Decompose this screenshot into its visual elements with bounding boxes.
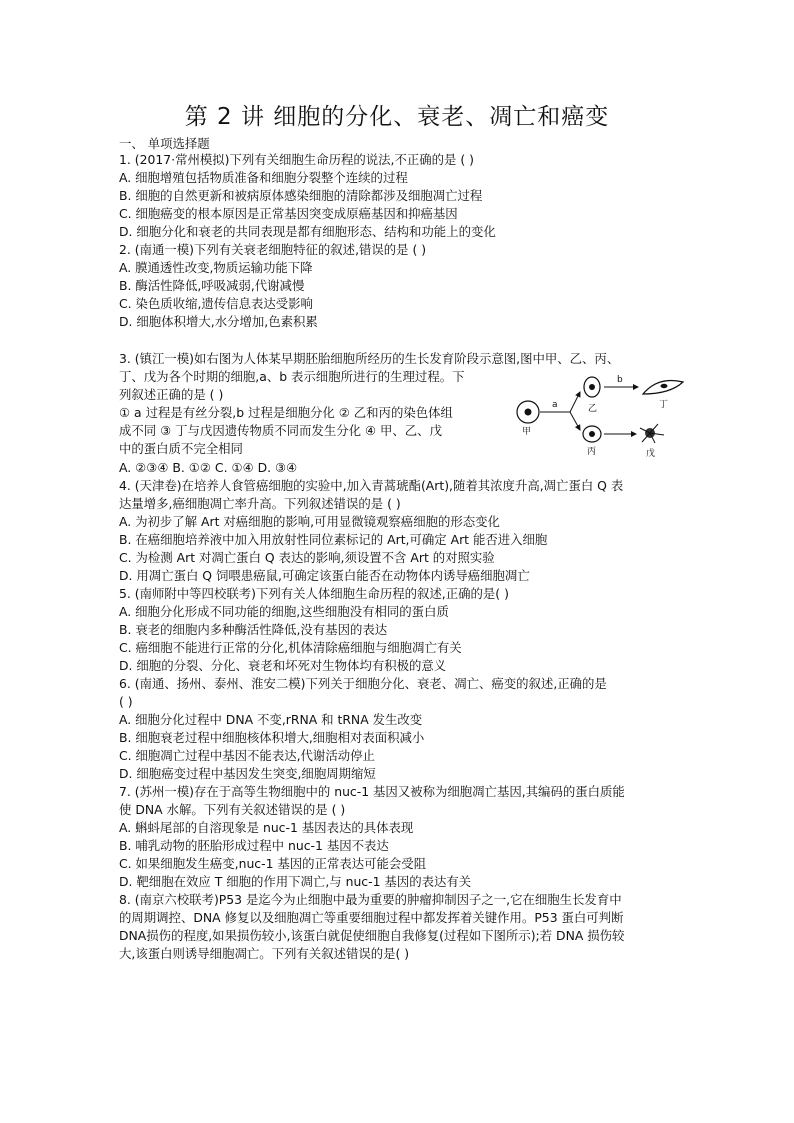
question-8-stem-4: 大,该蛋白则诱导细胞凋亡。下列有关叙述错误的是( )	[119, 946, 410, 961]
label-a: a	[552, 400, 558, 410]
question-1-option-d: D. 细胞分化和衰老的共同表现是都有细胞形态、结构和功能上的变化	[119, 224, 496, 239]
question-6-stem-2: ( )	[119, 694, 133, 709]
question-5-option-d: D. 细胞的分裂、分化、衰老和坏死对生物体均有积极的意义	[119, 658, 447, 673]
cell-wu	[640, 424, 664, 443]
cell-ding	[643, 381, 683, 395]
question-7-stem-2: 使 DNA 水解。下列有关叙述错误的是 ( )	[119, 802, 346, 817]
label-yi: 乙	[588, 404, 598, 414]
label-bing: 丙	[587, 447, 597, 457]
label-b: b	[617, 375, 623, 385]
question-7-option-c: C. 如果细胞发生癌变,nuc-1 基因的正常表达可能会受阻	[119, 856, 427, 871]
question-6-option-a: A. 细胞分化过程中 DNA 不变,rRNA 和 tRNA 发生改变	[119, 712, 423, 727]
question-4-stem-1: 4. (天津卷)在培养人食管癌细胞的实验中,加入青蒿琥酯(Art),随着其浓度升高,凋亡蛋白 Q 表	[119, 478, 624, 493]
question-7-option-a: A. 蝌蚪尾部的自溶现象是 nuc-1 基因表达的具体表现	[119, 820, 414, 835]
cell-development-diagram	[508, 372, 698, 462]
question-4-option-c: C. 为检测 Art 对凋亡蛋白 Q 表达的影响,须设置不含 Art 的对照实验	[119, 550, 495, 565]
question-8-stem-2: 的周期调控、DNA 修复以及细胞凋亡等重要细胞过程中都发挥着关键作用。P53 蛋白可判断	[119, 910, 624, 925]
question-7-stem-1: 7. (苏州一模)存在于高等生物细胞中的 nuc-1 基因又被称为细胞凋亡基因,其编码的蛋白质能	[119, 784, 625, 799]
question-3-stem-2: 丁、戊为各个时期的细胞,a、b 表示细胞所进行的生理过程。下	[119, 369, 465, 384]
question-5-option-c: C. 癌细胞不能进行正常的分化,机体清除癌细胞与细胞凋亡有关	[119, 640, 462, 655]
question-1-stem: 1. (2017·常州模拟)下列有关细胞生命历程的说法,不正确的是 ( )	[119, 152, 474, 167]
cell-yi	[584, 377, 600, 397]
question-2-option-a: A. 膜通透性改变,物质运输功能下降	[119, 260, 313, 275]
question-3-statement-2: 成不同 ③ 丁与戊因遗传物质不同而发生分化 ④ 甲、乙、戊	[119, 423, 442, 438]
question-3-stem-1: 3. (镇江一模)如右图为人体某早期胚胎细胞所经历的生长发育阶段示意图,图中甲、乙、丙、	[119, 351, 620, 366]
cell-bing	[583, 426, 601, 442]
question-3-options: A. ②③④ B. ①② C. ①④ D. ③④	[119, 460, 298, 475]
question-6-stem-1: 6. (南通、扬州、泰州、淮安二模)下列关于细胞分化、衰老、凋亡、癌变的叙述,正确的是	[119, 676, 607, 691]
section-heading: 一、 单项选择题	[119, 136, 210, 151]
question-4-option-a: A. 为初步了解 Art 对癌细胞的影响,可用显微镜观察癌细胞的形态变化	[119, 514, 500, 529]
question-5-option-a: A. 细胞分化形成不同功能的细胞,这些细胞没有相同的蛋白质	[119, 604, 449, 619]
question-1-option-b: B. 细胞的自然更新和被病原体感染细胞的清除都涉及细胞凋亡过程	[119, 188, 483, 203]
question-4-stem-2: 达量增多,癌细胞凋亡率升高。下列叙述错误的是 ( )	[119, 496, 401, 511]
question-2-stem: 2. (南通一模)下列有关衰老细胞特征的叙述,错误的是 ( )	[119, 242, 427, 257]
cell-jia	[517, 401, 539, 423]
question-6-option-c: C. 细胞凋亡过程中基因不能表达,代谢活动停止	[119, 748, 375, 763]
question-6-option-b: B. 细胞衰老过程中细胞核体积增大,细胞相对表面积减小	[119, 730, 425, 745]
question-2-option-b: B. 酶活性降低,呼吸减弱,代谢减慢	[119, 278, 305, 293]
question-1-option-c: C. 细胞癌变的根本原因是正常基因突变成原癌基因和抑癌基因	[119, 206, 458, 221]
question-5-stem: 5. (南师附中等四校联考)下列有关人体细胞生命历程的叙述,正确的是( )	[119, 586, 509, 601]
question-7-option-b: B. 哺乳动物的胚胎形成过程中 nuc-1 基因不表达	[119, 838, 389, 853]
question-8-stem-3: DNA损伤的程度,如果损伤较小,该蛋白就促使细胞自我修复(过程如下图所示);若 DNA 损伤较	[119, 928, 625, 943]
label-jia: 甲	[522, 427, 532, 437]
question-1-option-a: A. 细胞增殖包括物质准备和细胞分裂整个连续的过程	[119, 170, 408, 185]
question-2-option-d: D. 细胞体积增大,水分增加,色素积累	[119, 314, 318, 329]
question-6-option-d: D. 细胞癌变过程中基因发生突变,细胞周期缩短	[119, 766, 376, 781]
label-ding: 丁	[659, 400, 669, 410]
question-5-option-b: B. 衰老的细胞内多种酶活性降低,没有基因的表达	[119, 622, 388, 637]
question-7-option-d: D. 靶细胞在效应 T 细胞的作用下凋亡,与 nuc-1 基因的表达有关	[119, 874, 472, 889]
question-8-stem-1: 8. (南京六校联考)P53 是迄今为止细胞中最为重要的肿瘤抑制因子之一,它在细胞生长发育中	[119, 892, 622, 907]
question-2-option-c: C. 染色质收缩,遗传信息表达受影响	[119, 296, 313, 311]
label-wu: 戊	[646, 449, 656, 459]
question-4-option-b: B. 在癌细胞培养液中加入用放射性同位素标记的 Art,可确定 Art 能否进入细胞	[119, 532, 548, 547]
question-3-statement-1: ① a 过程是有丝分裂,b 过程是细胞分化 ② 乙和丙的染色体组	[119, 405, 453, 420]
arrow-to-bing	[570, 412, 580, 430]
question-3-stem-3: 列叙述正确的是 ( )	[119, 387, 224, 402]
question-4-option-d: D. 用凋亡蛋白 Q 饲喂患癌鼠,可确定该蛋白能否在动物体内诱导癌细胞凋亡	[119, 568, 530, 583]
question-3-statement-3: 中的蛋白质不完全相同	[119, 441, 243, 456]
arrow-to-yi	[570, 392, 580, 412]
page-title: 第 2 讲 细胞的分化、衰老、凋亡和癌变	[184, 104, 610, 130]
